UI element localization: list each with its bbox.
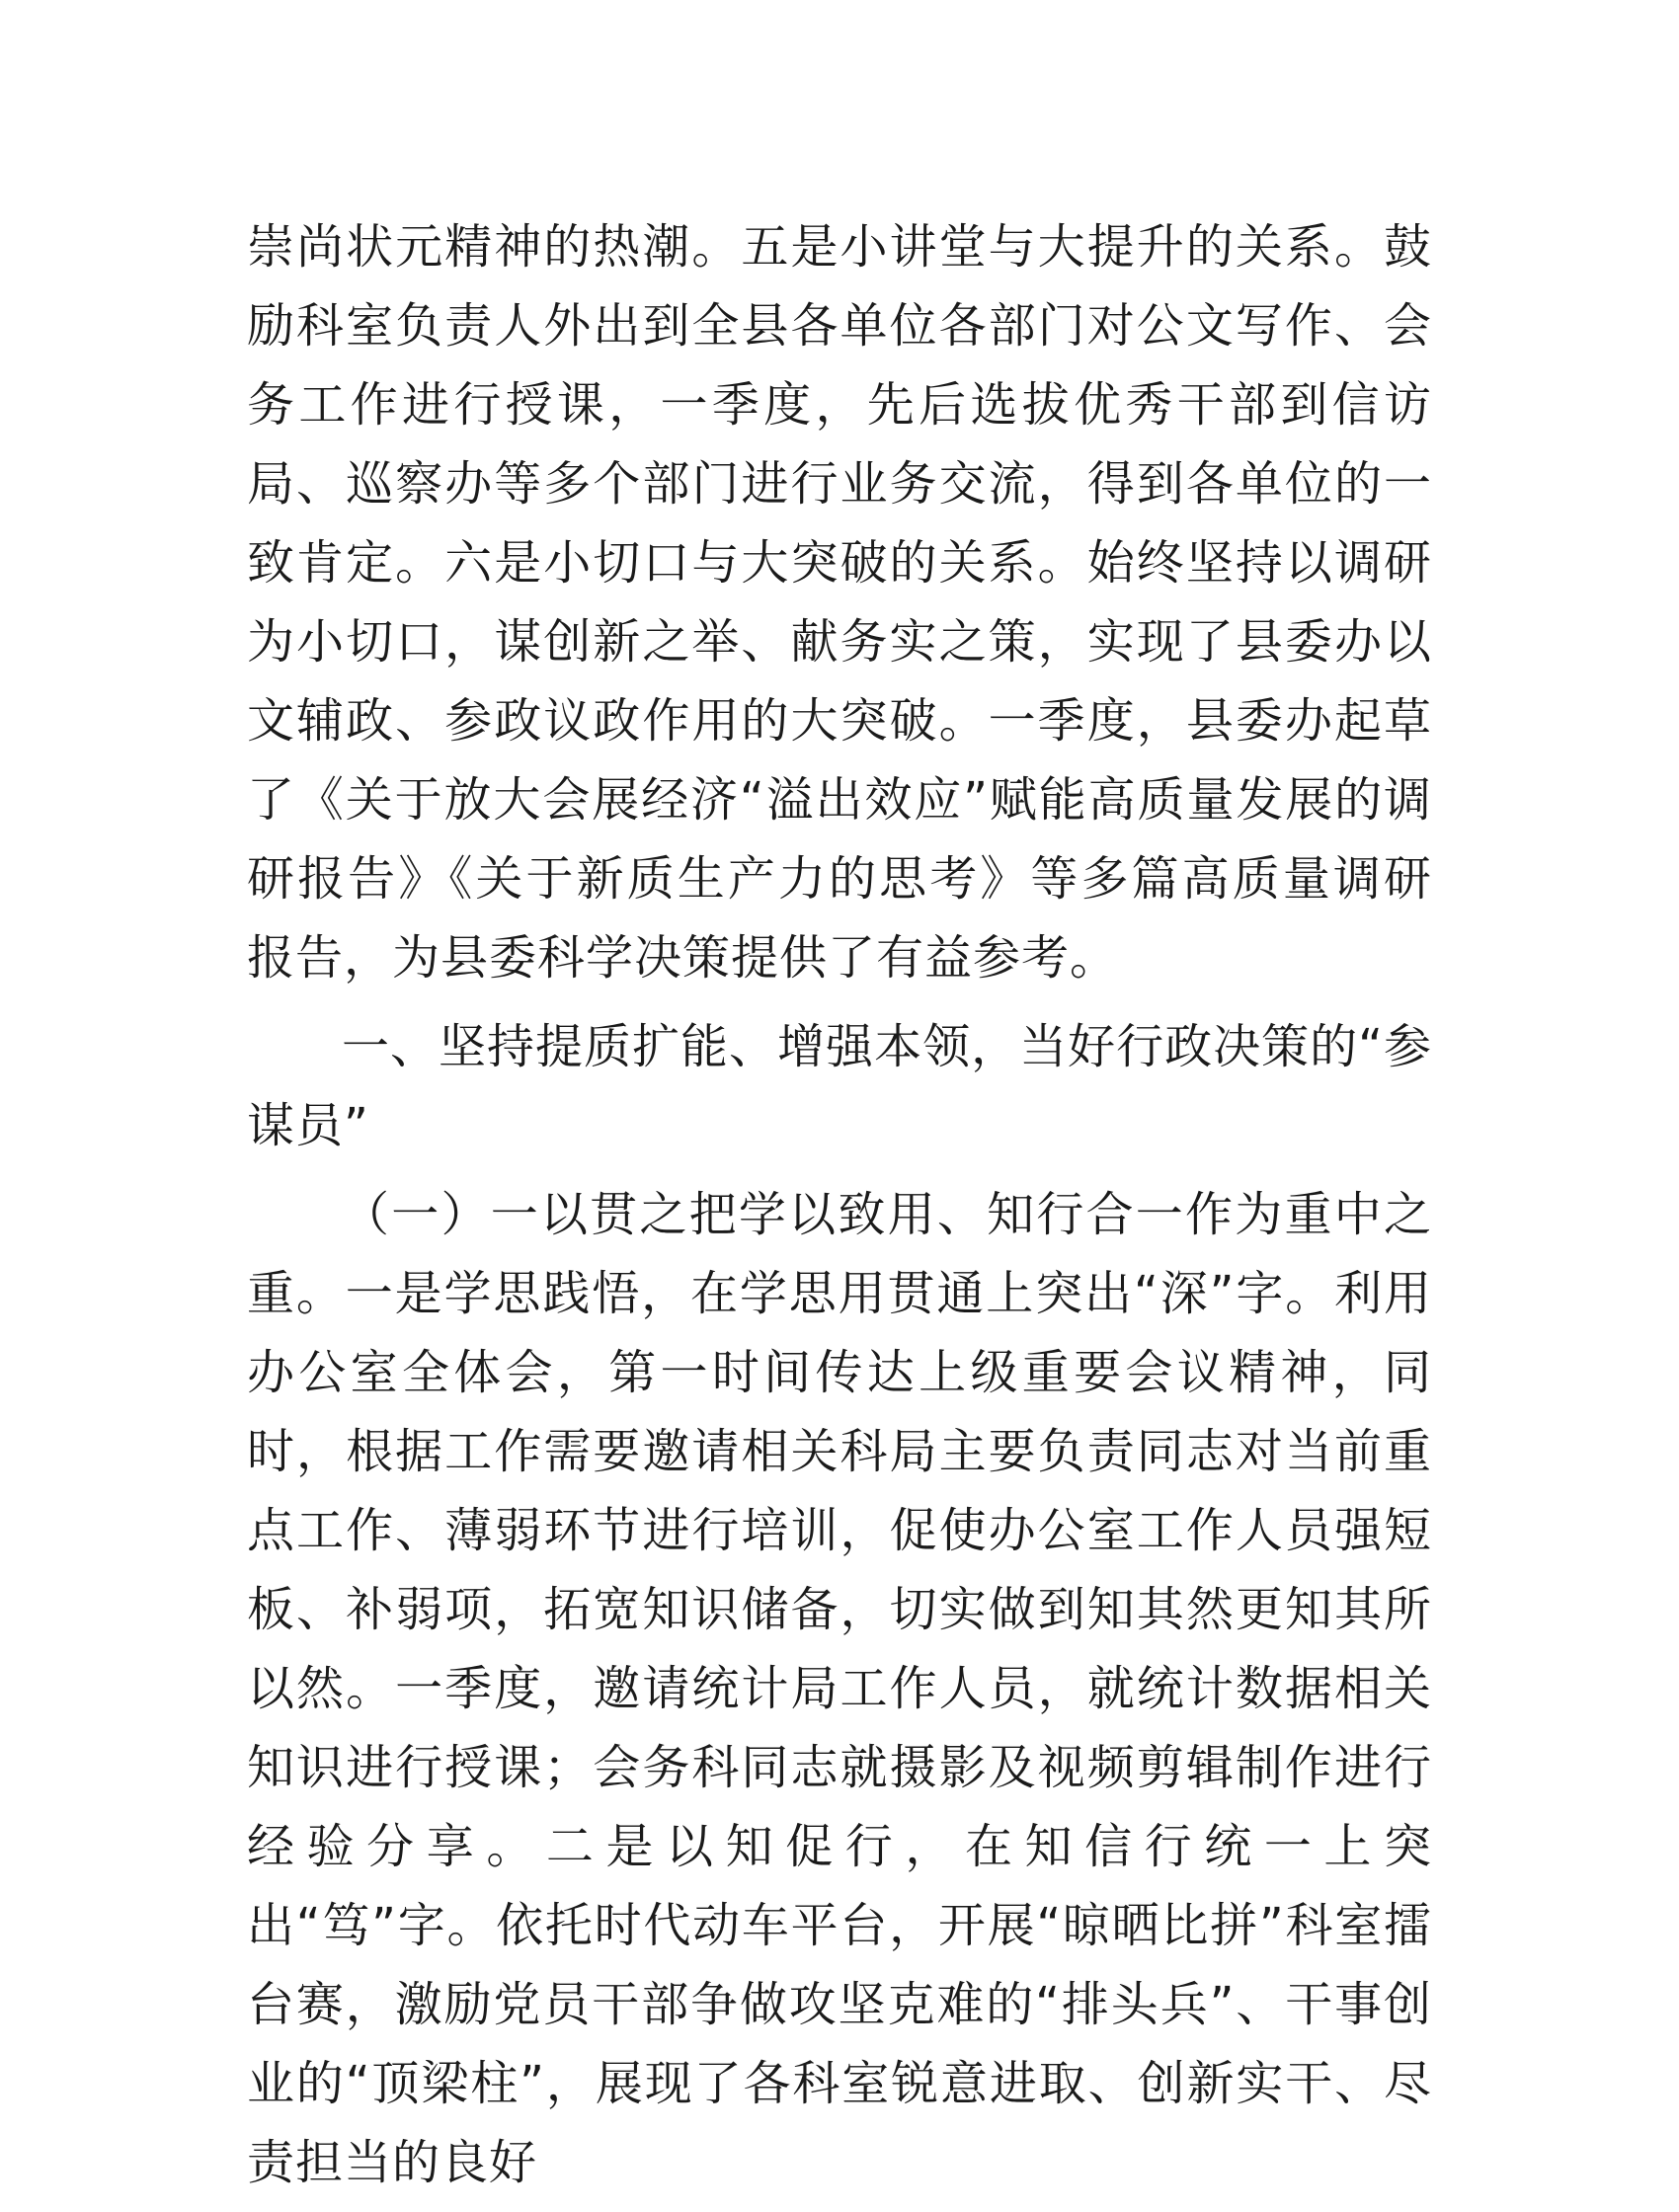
document-body	[247, 207, 1432, 2212]
section-heading: 一、坚持提质扩能、增强本领，当好行政决策的“参谋员”	[247, 1019, 1432, 1153]
paragraph-subsection-1: （一）一以贯之把学以致用、知行合一作为重中之重。一是学思践悟，在学思用贯通上突出“深”字。利用办公室全体会，第一时间传达上级重要会议精神，同时，根据工作需要邀请相关科局主要负责同志对当前重点工作、薄弱环节进行培训，促使办公室工作人员强短板、补弱项，拓宽知识储备，切实做到知其然更知其所以然。一季度，邀请统计局工作人员，就统计数据相关知识进行授课；会务科同志就摄影及视频剪辑制作进行经验分享。二是以知促行，在知信行统一上突出“笃”字。依托时代动车平台，开展“晾晒比拼”科室擂台赛，激励党员干部争做攻坚克难的“排头兵”、干事创业的“顶梁柱”，展现了各科室锐意进取、创新实干、尽责担当的良好	[247, 1187, 1432, 2190]
paragraph-continuation: 崇尚状元精神的热潮。五是小讲堂与大提升的关系。鼓励科室负责人外出到全县各单位各部门对公文写作、会务工作进行授课，一季度，先后选拔优秀干部到信访局、巡察办等多个部门进行业务交流，得到各单位的一致肯定。六是小切口与大突破的关系。始终坚持以调研为小切口，谋创新之举、献务实之策，实现了县委办以文辅政、参政议政作用的大突破。一季度，县委办起草了《关于放大会展经济“溢出效应”赋能高质量发展的调研报告》《关于新质生产力的思考》等多篇高质量调研报告，为县委科学决策提供了有益参考。	[247, 219, 1432, 986]
